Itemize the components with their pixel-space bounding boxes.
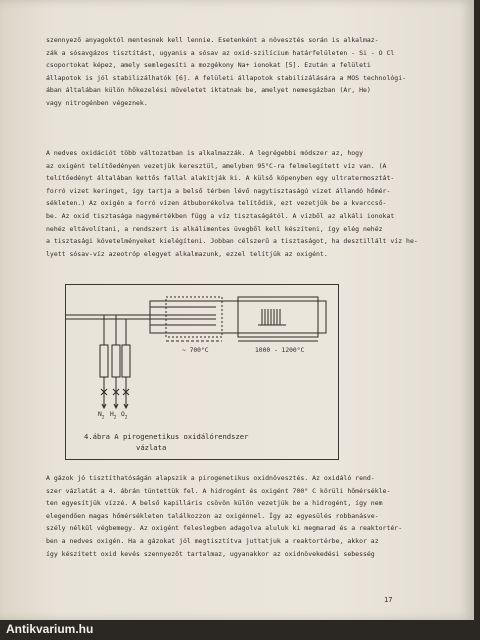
text-line: be. Az oxid tisztasága nagymértékben függ a víz tisztaságától. A vízből az alkáli ionokat — [46, 211, 395, 220]
text-line: lyett sósav-víz azeotróp elegyet alkalmazunk, ezzel telítjük az oxigént. — [46, 249, 328, 258]
paragraph-1 — [46, 34, 438, 110]
gas-label-h2: $H_2$ — [110, 411, 117, 421]
text-line: csoportokat képez, amely semlegesíti a mozgékony Na+ ionokat [5]. Ezután a felületi — [46, 61, 371, 70]
gas-label-n2: $N_2$ — [98, 411, 105, 421]
text-line: szer vázlatát a 4. ábrán tüntettük fel. A hidrogént és oxigént 700° C körüli hőmérsékle- — [46, 486, 391, 495]
text-line: A nedves oxidációt több változatban is alkalmazzák. A legrégebbi módszer az, hogy — [46, 149, 363, 157]
text-line: A gázok jó tisztíthatóságán alapszik a pirogenetikus oxidnövesztés. Az oxidáló rend- — [46, 474, 375, 482]
text-line: állapotok is jól stabilizálhatók [6]. A felületi állapotok stabilizálására a MOS technológi- — [46, 73, 407, 82]
temperature-zone-2-label: 1000 - 1200°C — [255, 347, 305, 354]
text-line: ában általában külön hőkezelési műveletet iktatnak be, amelyet nemesgázban (Ar, He) — [46, 86, 371, 95]
text-line: szennyező anyagoktól mentesnek kell lennie. Esetenként a növesztés során is alkalmaz- — [46, 36, 379, 44]
text-line: az oxigént telítőedényen vezetjük keresztül, amelyben 95°C-ra felmelegített víz van. (A — [46, 161, 387, 170]
text-line: szély nélkül végbemegy. Az oxigént feleslegben adagolva aluluk ki megmarad és a reaktortér- — [46, 524, 403, 533]
text-line: így készített oxid kevés szennyezőt tartalmaz, ugyanakkor az oxidnövekedési sebesség — [46, 549, 375, 558]
text-line: a tisztasági követelményeket kielégíteni. Jobban célszerű a tisztaságot, ha desztillált víz he- — [46, 237, 418, 246]
figure-caption-continued: vázlata — [136, 443, 167, 452]
text-line: ben a nedves oxigén. Ha a gázokat jól megtisztítva juttatjuk a reaktortérbe, akkor az — [46, 536, 379, 545]
figure-pyrogenic-oxidation-system — [65, 284, 339, 460]
watermark-bar — [0, 620, 480, 640]
figure-caption: 4.ábra A pirogenetikus oxidálórendszer — [84, 432, 249, 441]
temperature-zone-1-label: ~ 700°C — [182, 347, 209, 354]
page-number: 17 — [384, 596, 393, 604]
text-line: nehéz eltávolítani, a rendszert is alkálimentes üvegből kell készíteni, így elég nehéz — [46, 224, 383, 233]
text-line: sékleten.) Az oxigén a forró vízen átbuborékolva telítődik, ezt vezetjük be a kvarccső- — [46, 199, 387, 208]
text-line: ten egyesítjük vízzé. A belső kapilláris csövön külön vezetjük be a hidrogént, így nem — [46, 499, 383, 508]
paragraph-2 — [46, 147, 438, 260]
wafer-boat — [258, 309, 286, 325]
text-line: forró vizet keringet, így tartja a belső térben lévő nagytisztaságú vizet állandó hőmér- — [46, 186, 391, 195]
watermark-logo: Antikvarium.hu — [6, 622, 94, 636]
paragraph-3 — [46, 472, 438, 560]
text-line: vagy nitrogénben végeznek. — [46, 98, 148, 107]
gas-label-o2: $O_2$ — [121, 411, 128, 421]
text-line: elegendően magas hőmérsékleten találkozzon az oxigénnel. Így az egyesülés robbanásve- — [46, 511, 379, 520]
text-line: telítőedényt általában kettős fallal alakítják ki. A külső köpenyben egy ultratermosztát- — [46, 174, 395, 183]
text-line: zák a sósavgázos tisztítást, ugyanis a sósav az oxid-szilícium határfelületen - Si - O Cl — [46, 48, 395, 57]
